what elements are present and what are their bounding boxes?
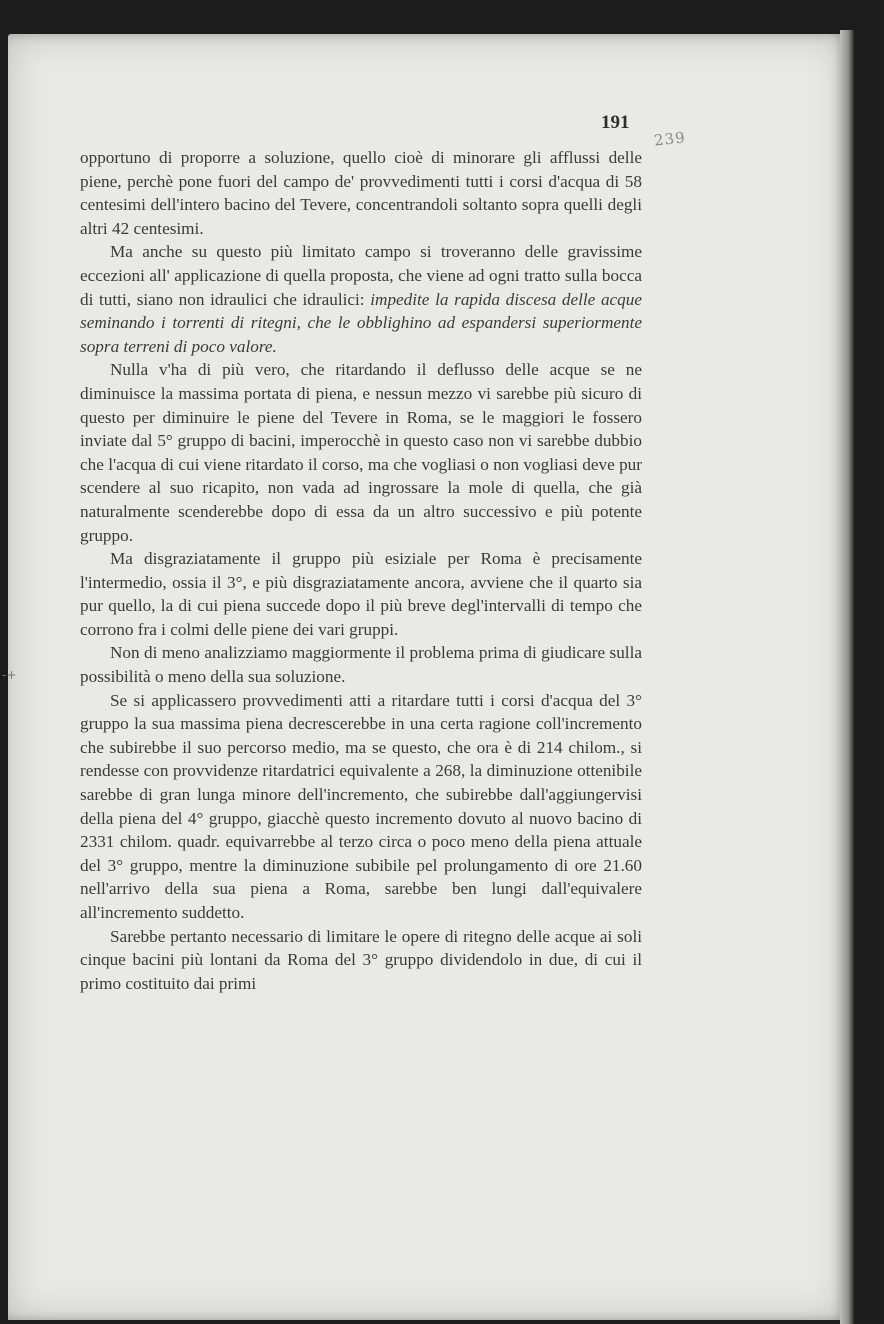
italic-quote: impedite la rapida discesa delle acque seminando i torrenti di ritegni, che le obblighino ad espandersi superiormente sopra terreni di poco valore. [80, 289, 642, 356]
paragraph: Sarebbe pertanto necessario di limitare le opere di ritegno delle acque ai soli cinque bacini più lontani da Roma del 3° gruppo dividendolo in due, di cui il primo costituito dai primi [80, 926, 642, 993]
body-text [80, 146, 642, 995]
paragraph-text: Ma anche su questo più limitato campo si troveranno delle gravissime eccezioni all' applicazione di quella proposta, che viene ad ogni tratto sulla bocca di tutti, siano non idraulici che idraulici: [80, 242, 642, 309]
handwritten-folio-number: 239 [653, 128, 687, 150]
paragraph: Se si applicassero provvedimenti atti a ritardare tutti i corsi d'acqua del 3° gruppo la sua massima piena decrescerebbe in una certa ragione coll'incremento che subirebbe il suo percorso medio, ma se questo, che ora è di 214 chilom., si rendesse con provvidenze ritardatrici equivalente a 268, la diminuzione ottenibile sarebbe di gran lunga minore dell'incremento, che subirebbe dall'aggiungervisi della piena del 4° gruppo, giacchè questo incremento dovuto al nuovo bacino di 2331 chilom. quadr. equivarrebbe al terzo circa o poco meno della piena attuale del 3° gruppo, mentre la diminuzione subibile pel prolungamento di ore 21.60 nell'arrivo della sua piena a Roma, sarebbe ben lungi dall'equivalere all'incremento suddetto. [80, 690, 642, 922]
margin-mark: -+ [2, 668, 17, 682]
page-edge-shadow [840, 30, 854, 1324]
page-number: 191 [601, 112, 630, 133]
paragraph: opportuno di proporre a soluzione, quello cioè di minorare gli afflussi delle piene, perchè pone fuori del campo de' provvedimenti tutti i corsi d'acqua di 58 centesimi dell'intero bacino del Tevere, concentrandoli soltanto sopra quelli degli altri 42 centesimi. [80, 148, 642, 238]
paragraph: Non di meno analizziamo maggiormente il problema prima di giudicare sulla possibilità o meno della sua soluzione. [80, 643, 642, 687]
paragraph: Ma disgraziatamente il gruppo più esiziale per Roma è precisamente l'intermedio, ossia il 3°, e più disgraziatamente ancora, avviene che il quarto sia pur quello, la di cui piena succede dopo il più breve degl'intervalli di tempo che corrono fra i colmi delle piene dei vari gruppi. [80, 549, 642, 639]
paragraph [80, 240, 642, 358]
paragraph: Nulla v'ha di più vero, che ritardando il deflusso delle acque se ne diminuisce la massima portata di piena, e nessun mezzo vi sarebbe più sicuro di questo per diminuire le piene del Tevere in Roma, se le maggiori le fossero inviate dal 5° gruppo di bacini, imperocchè in questo caso non vi sarebbe dubbio che l'acqua di cui viene ritardato il corso, ma che vogliasi o non vogliasi deve pur scendere al suo ricapito, non vada ad ingrossare la mole di quella, che già naturalmente scenderebbe dopo di essa da un altro successivo e più potente gruppo. [80, 360, 642, 545]
